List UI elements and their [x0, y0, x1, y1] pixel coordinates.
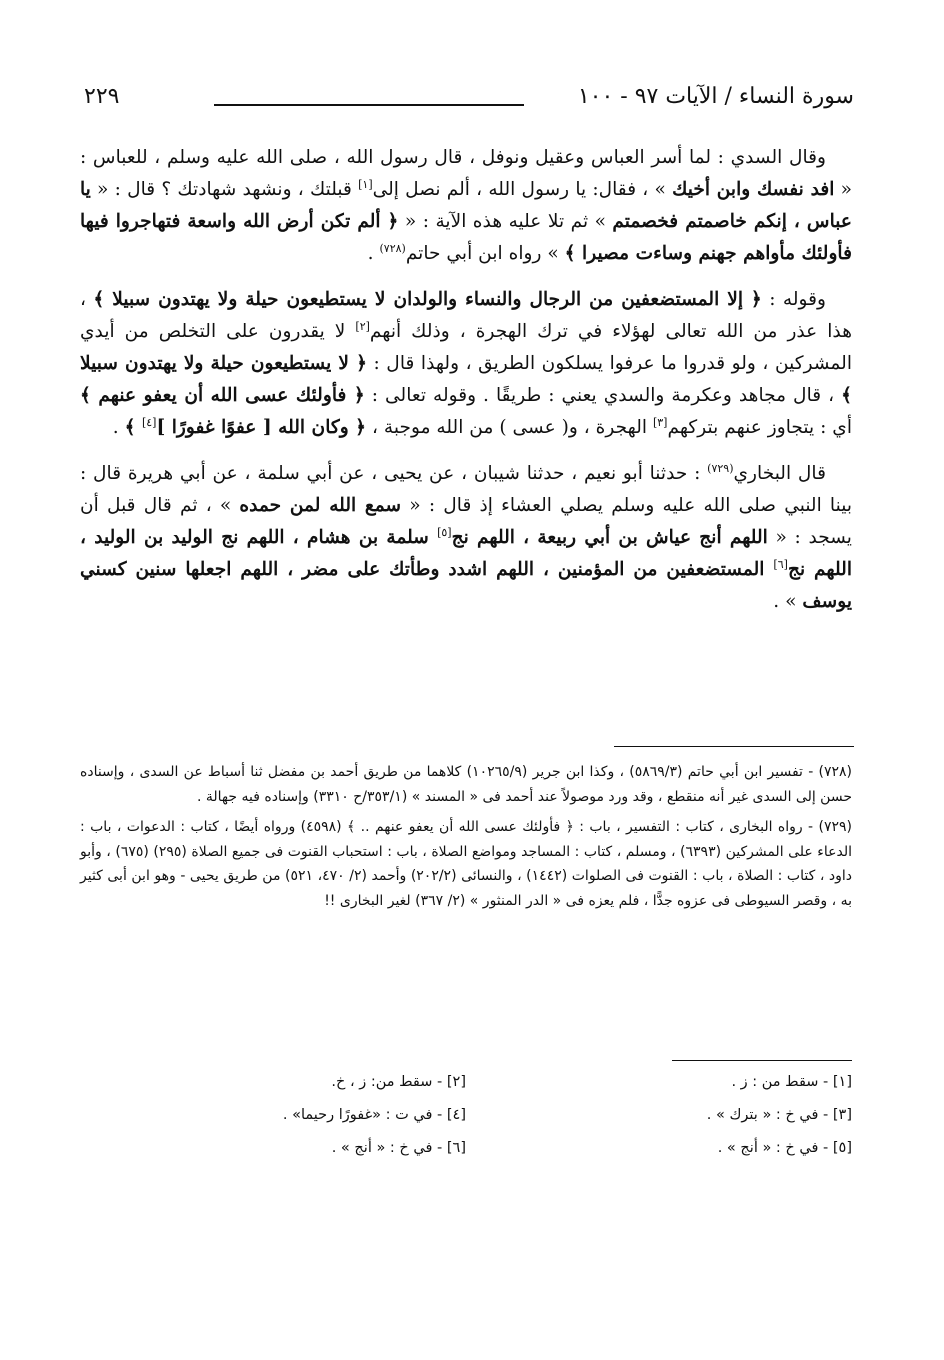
footnote-728: (٧٢٨) - تفسير ابن أبي حاتم (٥٨٦٩/٣) ، وكذا ابن جرير (١٠٢٦٥/٩) كلاهما من طريق أحمد بن مفضل ثنا أسباط عن السدى ، وإسناده حسن إلى السدى غير أنه منقطع ، وقد ورد موصولاً عند أحمد فى « المسند » (٣٥٣/١/ح ٣٣١٠) وإسناده فيه جهالة .: [80, 764, 852, 805]
footnote-ref: (٧٢٨): [379, 241, 406, 255]
text: » رواه ابن أبي حاتم: [405, 243, 565, 264]
text: أي : يتجاوز عنهم بتركهم: [667, 417, 852, 438]
hadith-text: سلمة بن هشام ، اللهم نج الوليد بن الوليد ، اللهم نج: [80, 527, 852, 580]
footnote-729: (٧٢٩) - رواه البخارى ، كتاب : التفسير ، باب : ﴿ فأولئك عسى الله أن يعفو عنهم .. ﴾ (٤٥٩٨) ورواه أيضًا ، كتاب : الدعوات ، باب : الدعاء على المشركين (٦٣٩٣) ، ومسلم ، كتاب : المساجد ومواضع الصلاة ، باب : استحباب القنوت فى جميع الصلاة (٢٩٥) (٦٧٥) ، وأبو داود ، كتاب : الصلاة ، باب : القنوت فى الصلوات (١٤٤٢) ، والنسائى (٢٠٢/٢) وأحمد (٢/ ٤٧٠، ٥٢١) من طريق يحيى - وهو ابن أبى كثير به ، وقصر السيوطى فى عزوه جدًّا ، فلم يعزه فى « الدر المنثور » (٢/ ٣٦٧) لغير البخارى !!: [80, 819, 853, 909]
header-rule: [214, 104, 524, 106]
hadith-text: سمع الله لمن حمده: [239, 495, 402, 516]
quran-verse: ﴿ إلا المستضعفين من الرجال والنساء والولدان لا يستطيعون حيلة ولا يهتدون سبيلا ﴾: [93, 289, 762, 310]
running-title: سورة النساء / الآيات ٩٧ - ١٠٠: [577, 84, 854, 109]
text: قال البخاري: [733, 463, 826, 484]
quran-bracket: ﴾: [124, 417, 142, 438]
variant-ref: [٢]: [355, 319, 370, 333]
variant-note: [٥] - في خ : « أنج » .: [717, 1140, 852, 1156]
variant-note: [٦] - في خ : « أنج » .: [331, 1140, 466, 1156]
text: قبلتك ، ونشهد شهادتك ؟ قال : «: [90, 179, 359, 200]
text: ، قال مجاهد وعكرمة والسدي يعني : طريقًا . وقوله تعالى :: [364, 385, 842, 406]
text: الهجرة ، و( عسى ) من الله موجبة ،: [366, 417, 653, 438]
text: .: [112, 417, 125, 438]
paragraph-mustadafin: [80, 284, 852, 444]
variants-row: [80, 1140, 852, 1173]
text: ، هذا عذر من الله تعالى لهؤلاء في ترك الهجرة ، وذلك أنهم: [80, 289, 852, 342]
text: وقوله :: [761, 289, 826, 310]
text: » ، ثم قال قبل أن يسجد : «: [80, 495, 852, 548]
text: .: [367, 243, 380, 264]
page-header: [84, 84, 854, 120]
variant-ref: [٣]: [652, 415, 668, 429]
text: : حدثنا أبو نعيم ، حدثنا شيبان ، عن يحيى ، عن أبي سلمة ، عن أبي هريرة قال : بينا النبي صلى الله عليه وسلم يصلي العشاء إذ قال : «: [80, 463, 852, 516]
text: وقال السدي : لما أسر العباس وعقيل ونوفل ، قال رسول الله ، صلى الله عليه وسلم ، للعباس : «: [80, 147, 852, 200]
text: لا يقدرون على التخلص من أيدي المشركين ، ولو قدروا ما عرفوا يسلكون الطريق ، ولهذا قال :: [80, 321, 852, 374]
hadith-text: يا عباس ، إنكم خاصمتم فخصمتم: [80, 179, 852, 232]
variant-note: [٣] - في خ : « بترك » .: [706, 1107, 852, 1123]
variant-ref: [٦]: [773, 557, 788, 571]
hadith-text: اللهم أنج عياش بن أبي ربيعة ، اللهم نج: [451, 527, 768, 548]
quran-verse: ﴿ وكان الله [ عفوًا غفورًا ]: [156, 417, 367, 438]
quran-verse: ﴿ فأولئك عسى الله أن يعفو عنهم ﴾: [80, 385, 365, 406]
footnotes: [80, 760, 852, 919]
hadith-text: المستضعفين من المؤمنين ، اللهم اشدد وطأتك على مضر ، اللهم اجعلها سنين كسني يوسف: [80, 559, 852, 612]
variants-rule: [672, 1060, 852, 1061]
variants-row: [80, 1107, 852, 1140]
page-number: ٢٢٩: [84, 84, 120, 109]
paragraph-suddi: [80, 142, 852, 270]
quran-verse: ﴿ ألم تكن أرض الله واسعة فتهاجروا فيها فأولئك مأواهم جهنم وساءت مصيرا ﴾: [80, 211, 852, 264]
hadith-text: افد نفسك وابن أخيك: [672, 179, 835, 200]
manuscript-variants: [80, 1074, 852, 1173]
paragraph-bukhari: [80, 458, 852, 618]
quran-verse: ﴿ لا يستطيعون حيلة ولا يهتدون سبيلا ﴾: [80, 353, 852, 406]
variant-note: [١] - سقط من : ز .: [731, 1074, 852, 1090]
variant-ref: [٤]: [141, 415, 157, 429]
text: » .: [773, 591, 803, 612]
variant-ref: [٥]: [437, 525, 452, 539]
variant-note: [٢] - سقط من: ز ، خ.: [331, 1074, 466, 1090]
text: » ، فقال: يا رسول الله ، ألم نصل إلى: [372, 179, 673, 200]
footnote-ref: (٧٢٩): [707, 461, 734, 475]
footnote-rule: [614, 746, 854, 747]
text: » ثم تلا عليه هذه الآية : «: [398, 211, 613, 232]
variant-ref: [١]: [358, 177, 373, 191]
variants-row: [80, 1074, 852, 1107]
main-text: [80, 142, 852, 632]
variant-note: [٤] - في ت : «غفورًا رحيما» .: [282, 1107, 466, 1123]
